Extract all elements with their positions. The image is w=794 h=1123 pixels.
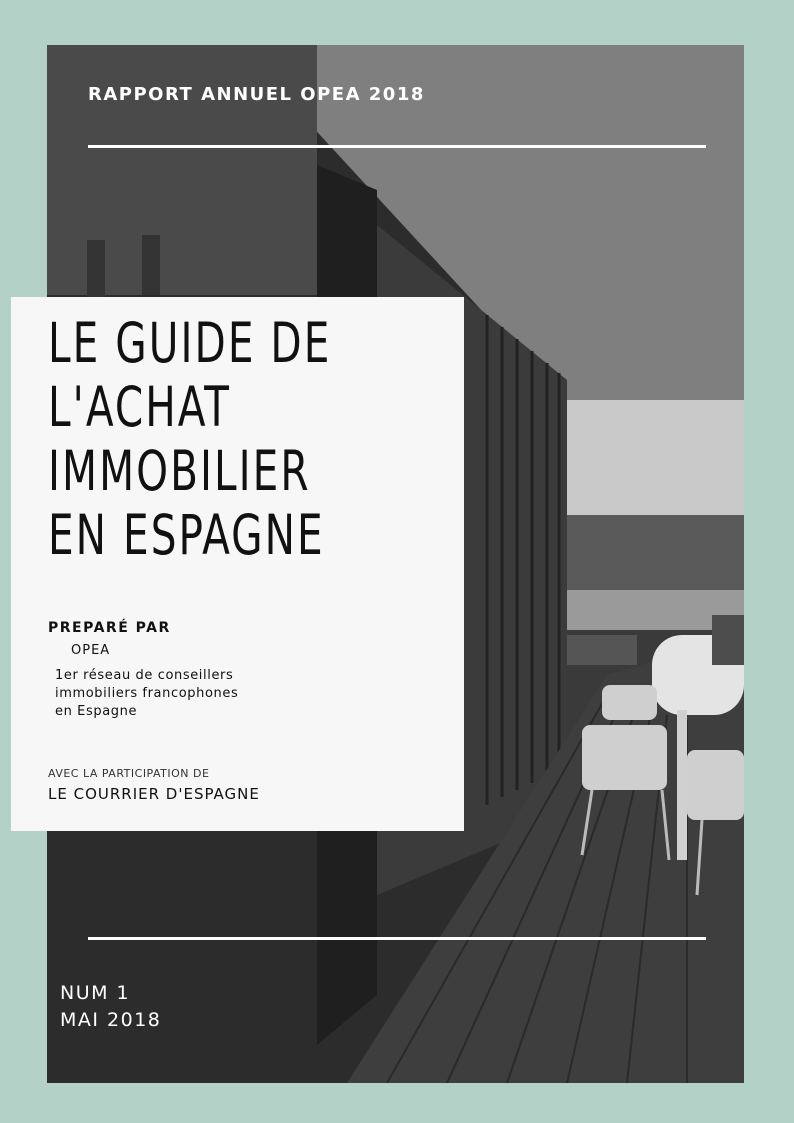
headline-line: IMMOBILIER <box>48 439 311 503</box>
description-line: en Espagne <box>55 704 138 719</box>
title-panel <box>11 297 464 831</box>
prepared-by-name: OPEA <box>71 643 111 658</box>
issue-date: MAI 2018 <box>60 1009 162 1031</box>
participation-label: AVEC LA PARTICIPATION DE <box>48 767 210 780</box>
prepared-by-description <box>55 667 238 721</box>
headline-line: L'ACHAT <box>48 375 231 439</box>
headline-line: EN ESPAGNE <box>48 503 325 567</box>
description-line: immobiliers francophones <box>55 686 239 701</box>
prepared-by-label: PREPARÉ PAR <box>48 620 171 636</box>
headline-line: LE GUIDE DE <box>48 311 332 375</box>
issue-number: NUM 1 <box>60 982 131 1004</box>
bottom-divider <box>88 937 706 940</box>
guide-headline <box>48 311 376 567</box>
report-title: RAPPORT ANNUEL OPEA 2018 <box>88 84 425 105</box>
issue-info <box>60 980 161 1034</box>
top-divider <box>88 145 706 148</box>
description-line: 1er réseau de conseillers <box>55 668 234 683</box>
participation-name: LE COURRIER D'ESPAGNE <box>48 785 260 803</box>
